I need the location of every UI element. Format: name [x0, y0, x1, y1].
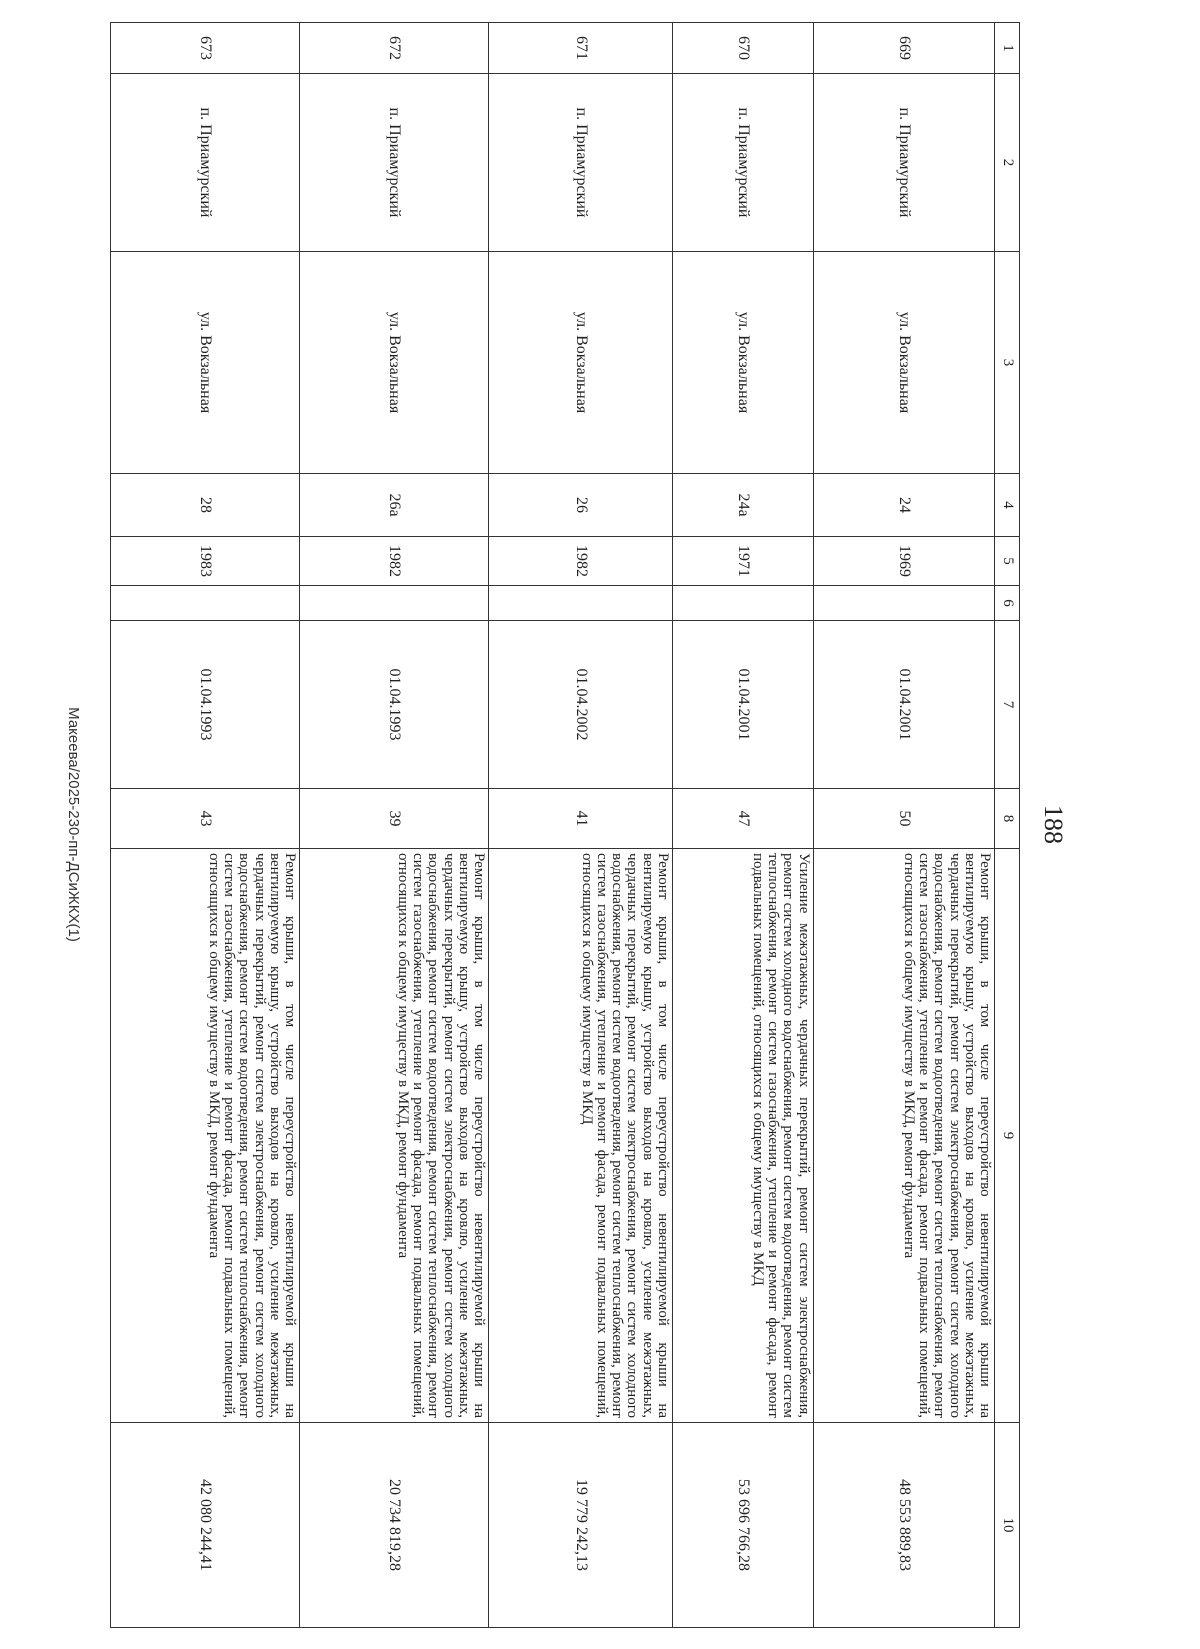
col8-cell: 50 [813, 789, 995, 849]
column-number: 8 [995, 789, 1020, 849]
column-number-row [995, 23, 1020, 1628]
column-number: 4 [995, 474, 1020, 537]
table-row [673, 23, 814, 1628]
year-cell: 1969 [813, 537, 995, 586]
row-number: 669 [813, 23, 995, 74]
table-row [489, 23, 673, 1628]
document-footer: Макеева/2025-230-пп-ДСиЖКХ(1) [65, 707, 82, 942]
column-number: 2 [995, 74, 1020, 252]
year-cell: 1971 [673, 537, 814, 586]
settlement-cell: п. Приамурский [673, 74, 814, 252]
street-cell: ул. Вокзальная [673, 252, 814, 474]
works-cell: Ремонт крыши, в том числе переустройство невентилируемой крыши на вентилируемую крышу, устройство выходов на кровлю, усиление межэтажных, чердачных перекрытий, ремонт систем электроснабжения, ремонт систем холодного водоснабжения, ремонт систем водоотведения, ремонт систем теплоснабжения, ремонт систем газоснабжения, утепление и ремонт фасада, ремонт подвальных помещений, относящихся к общему имуществу в МКД, ремонт фундамента [111, 849, 300, 1423]
column-number: 1 [995, 23, 1020, 74]
settlement-cell: п. Приамурский [813, 74, 995, 252]
col6-cell [489, 586, 673, 621]
house-number-cell: 24а [673, 474, 814, 537]
date-cell: 01.04.1993 [111, 621, 300, 789]
col6-cell [813, 586, 995, 621]
row-number: 673 [111, 23, 300, 74]
settlement-cell: п. Приамурский [489, 74, 673, 252]
works-cell: Усиление межэтажных, чердачных перекрытий, ремонт систем электроснабжения, ремонт систем холодного водоснабжения, ремонт систем водоотведения, ремонт систем теплоснабжения, ремонт систем газоснабжения, утепление и ремонт фасада, ремонт подвальных помещений, относящихся к общему имуществу в МКД [673, 849, 814, 1423]
date-cell: 01.04.1993 [300, 621, 489, 789]
table-row [813, 23, 995, 1628]
street-cell: ул. Вокзальная [111, 252, 300, 474]
street-cell: ул. Вокзальная [813, 252, 995, 474]
street-cell: ул. Вокзальная [489, 252, 673, 474]
col8-cell: 43 [111, 789, 300, 849]
column-number: 7 [995, 621, 1020, 789]
page-number: 188 [1039, 805, 1068, 844]
column-number: 9 [995, 849, 1020, 1423]
house-number-cell: 28 [111, 474, 300, 537]
col8-cell: 39 [300, 789, 489, 849]
date-cell: 01.04.2001 [813, 621, 995, 789]
column-number: 3 [995, 252, 1020, 474]
amount-cell: 19 779 242,13 [489, 1423, 673, 1628]
table-row [111, 23, 300, 1628]
column-number: 10 [995, 1423, 1020, 1628]
works-cell: Ремонт крыши, в том числе переустройство невентилируемой крыши на вентилируемую крышу, устройство выходов на кровлю, усиление межэтажных, чердачных перекрытий, ремонт систем электроснабжения, ремонт систем холодного водоснабжения, ремонт систем водоотведения, ремонт систем теплоснабжения, ремонт систем газоснабжения, утепление и ремонт фасада, ремонт подвальных помещений, относящихся к общему имуществу в МКД, ремонт фундамента [813, 849, 995, 1423]
row-number: 671 [489, 23, 673, 74]
amount-cell: 42 080 244,41 [111, 1423, 300, 1628]
table-row [300, 23, 489, 1628]
col6-cell [673, 586, 814, 621]
works-cell: Ремонт крыши, в том числе переустройство невентилируемой крыши на вентилируемую крышу, устройство выходов на кровлю, усиление межэтажных, чердачных перекрытий, ремонт систем электроснабжения, ремонт систем холодного водоснабжения, ремонт систем водоотведения, ремонт систем теплоснабжения, ремонт систем газоснабжения, утепление и ремонт фасада, ремонт подвальных помещений, относящихся к общему имуществу в МКД [489, 849, 673, 1423]
year-cell: 1983 [111, 537, 300, 586]
year-cell: 1982 [300, 537, 489, 586]
house-number-cell: 26а [300, 474, 489, 537]
col6-cell [111, 586, 300, 621]
amount-cell: 20 734 819,28 [300, 1423, 489, 1628]
house-number-cell: 24 [813, 474, 995, 537]
col8-cell: 41 [489, 789, 673, 849]
housing-repair-table [110, 22, 1020, 1628]
row-number: 670 [673, 23, 814, 74]
year-cell: 1982 [489, 537, 673, 586]
amount-cell: 53 696 766,28 [673, 1423, 814, 1628]
settlement-cell: п. Приамурский [300, 74, 489, 252]
street-cell: ул. Вокзальная [300, 252, 489, 474]
row-number: 672 [300, 23, 489, 74]
col8-cell: 47 [673, 789, 814, 849]
col6-cell [300, 586, 489, 621]
date-cell: 01.04.2002 [489, 621, 673, 789]
column-number: 5 [995, 537, 1020, 586]
house-number-cell: 26 [489, 474, 673, 537]
works-cell: Ремонт крыши, в том числе переустройство невентилируемой крыши на вентилируемую крышу, устройство выходов на кровлю, усиление межэтажных, чердачных перекрытий, ремонт систем электроснабжения, ремонт систем холодного водоснабжения, ремонт систем водоотведения, ремонт систем теплоснабжения, ремонт систем газоснабжения, утепление и ремонт фасада, ремонт подвальных помещений, относящихся к общему имуществу в МКД, ремонт фундамента [300, 849, 489, 1423]
amount-cell: 48 553 889,83 [813, 1423, 995, 1628]
column-number: 6 [995, 586, 1020, 621]
settlement-cell: п. Приамурский [111, 74, 300, 252]
date-cell: 01.04.2001 [673, 621, 814, 789]
